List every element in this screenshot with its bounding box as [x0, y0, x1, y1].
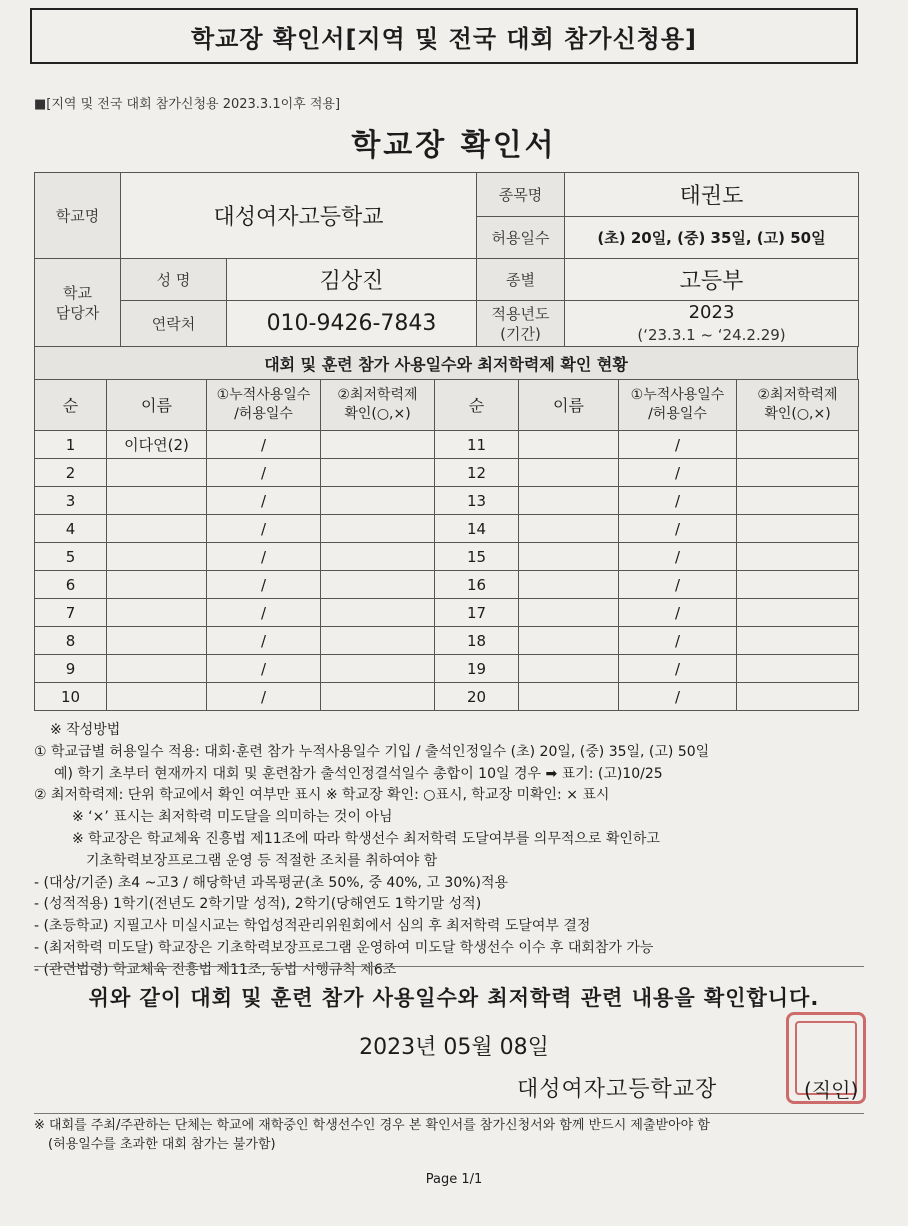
outer-title-box — [30, 8, 858, 64]
seal-note: (직인) — [804, 1078, 859, 1102]
event-label: 종목명 — [477, 173, 565, 217]
row-days: / — [619, 599, 737, 627]
row-days: / — [207, 655, 321, 683]
table-row — [35, 459, 859, 487]
note-2c: 기초학력보장프로그램 운영 등 적절한 조치를 취하여야 함 — [86, 852, 438, 869]
row-name — [107, 627, 207, 655]
school-label: 학교명 — [35, 173, 121, 259]
name-label: 성 명 — [121, 259, 227, 301]
header-days-2: ①누적사용일수 /허용일수 — [619, 380, 737, 431]
row-check — [737, 655, 859, 683]
status-table — [34, 379, 859, 711]
row-number: 20 — [435, 683, 519, 711]
row-name — [107, 487, 207, 515]
header-days: ①누적사용일수 /허용일수 — [207, 380, 321, 431]
row-number: 8 — [35, 627, 107, 655]
row-check — [737, 571, 859, 599]
detail-2: - (성적적용) 1학기(전년도 2학기말 성적), 2학기(당해연도 1학기말 성적) — [34, 896, 482, 913]
footnote — [34, 1116, 874, 1154]
row-days: / — [619, 487, 737, 515]
header-no: 순 — [35, 380, 107, 431]
row-number: 17 — [435, 599, 519, 627]
row-number: 16 — [435, 571, 519, 599]
school-name: 대성여자고등학교 — [121, 173, 477, 259]
row-days: / — [207, 683, 321, 711]
school-info-table — [34, 172, 859, 347]
row-check — [737, 459, 859, 487]
row-check — [321, 431, 435, 459]
form-label: ■[지역 및 전국 대회 참가신청용 2023.3.1이후 적용] — [34, 97, 341, 112]
issue-date: 2023년 05월 08일 — [359, 1035, 549, 1060]
row-check — [737, 543, 859, 571]
page-number: Page 1/1 — [425, 1172, 483, 1187]
row-number: 13 — [435, 487, 519, 515]
row-number: 10 — [35, 683, 107, 711]
status-header-row — [35, 380, 859, 431]
table-row — [35, 655, 859, 683]
row-days: / — [207, 431, 321, 459]
table-row — [35, 515, 859, 543]
row-name — [107, 655, 207, 683]
table-row — [35, 571, 859, 599]
row-number: 7 — [35, 599, 107, 627]
row-days: / — [619, 543, 737, 571]
row-name — [107, 683, 207, 711]
row-check — [321, 459, 435, 487]
row-days: / — [619, 627, 737, 655]
table-row — [35, 599, 859, 627]
row-days: / — [619, 683, 737, 711]
division-label: 종별 — [477, 259, 565, 301]
divider-bottom — [34, 1113, 864, 1114]
note-1-example: 예) 학기 초부터 현재까지 대회 및 훈련참가 출석인정결석일수 총합이 10일 경우 ➡ 표기: (고)10/25 — [54, 765, 663, 782]
table-row — [35, 683, 859, 711]
row-check — [321, 655, 435, 683]
row-number: 1 — [35, 431, 107, 459]
row-name — [519, 543, 619, 571]
row-number: 11 — [435, 431, 519, 459]
row-name — [107, 515, 207, 543]
row-name — [519, 487, 619, 515]
row-name — [519, 431, 619, 459]
manager-name: 김상진 — [227, 259, 477, 301]
table-row — [35, 543, 859, 571]
row-name: 이다연(2) — [107, 431, 207, 459]
contact-value: 010-9426-7843 — [227, 301, 477, 347]
detail-3: - (초등학교) 지필고사 미실시교는 학업성적관리위원회에서 심의 후 최저학력 도달여부 결정 — [34, 918, 591, 935]
note-2a: ※ ‘×’ 표시는 최저학력 미도달을 의미하는 것이 아님 — [72, 809, 393, 826]
header-no-2: 순 — [435, 380, 519, 431]
status-rows — [35, 431, 859, 711]
row-number: 5 — [35, 543, 107, 571]
row-check — [737, 431, 859, 459]
allowed-days-value: (초) 20일, (중) 35일, (고) 50일 — [565, 217, 859, 259]
row-check — [321, 543, 435, 571]
note-2b: ※ 학교장은 학교체육 진흥법 제11조에 따라 학생선수 최저학력 도달여부를 의무적으로 확인하고 — [72, 830, 660, 847]
row-name — [519, 655, 619, 683]
row-days: / — [207, 599, 321, 627]
table-row — [35, 487, 859, 515]
manager-label: 학교 담당자 — [35, 259, 121, 347]
document-title: 학교장 확인서 — [351, 128, 557, 163]
signer-name: 대성여자고등학교장 — [517, 1077, 718, 1102]
row-days: / — [619, 431, 737, 459]
row-number: 15 — [435, 543, 519, 571]
row-name — [107, 459, 207, 487]
row-name — [519, 599, 619, 627]
row-days: / — [619, 515, 737, 543]
contact-label: 연락처 — [121, 301, 227, 347]
row-check — [321, 515, 435, 543]
row-days: / — [619, 655, 737, 683]
confirmation-statement: 위와 같이 대회 및 훈련 참가 사용일수와 최저학력 관련 내용을 확인합니다. — [88, 986, 820, 1010]
row-check — [737, 599, 859, 627]
detail-1: - (대상/기준) 초4 ~고3 / 해당학년 과목평균(초 50%, 중 40%, 고 30%)적용 — [34, 874, 509, 891]
row-name — [519, 571, 619, 599]
row-name — [519, 627, 619, 655]
row-number: 3 — [35, 487, 107, 515]
period-value: (‘23.3.1 ~ ‘24.2.29) — [637, 325, 786, 344]
division-value: 고등부 — [565, 259, 859, 301]
detail-5: - (관련법령) 학교체육 진흥법 제11조, 동법 시행규칙 제6조 — [34, 961, 397, 978]
row-check — [321, 627, 435, 655]
row-number: 2 — [35, 459, 107, 487]
row-name — [519, 515, 619, 543]
row-check — [737, 683, 859, 711]
row-check — [737, 515, 859, 543]
year-value: 2023 — [688, 301, 735, 323]
header-name: 이름 — [107, 380, 207, 431]
row-check — [737, 487, 859, 515]
row-days: / — [207, 571, 321, 599]
table-row — [35, 627, 859, 655]
notes-heading: ※ 작성방법 — [50, 722, 121, 738]
row-name — [519, 683, 619, 711]
row-number: 9 — [35, 655, 107, 683]
row-check — [321, 683, 435, 711]
row-number: 4 — [35, 515, 107, 543]
outer-title: 학교장 확인서[지역 및 전국 대회 참가신청용] — [190, 24, 698, 53]
row-days: / — [619, 459, 737, 487]
event-value: 태권도 — [565, 173, 859, 217]
row-check — [321, 487, 435, 515]
row-number: 6 — [35, 571, 107, 599]
detail-4: - (최저학력 미도달) 학교장은 기초학력보장프로그램 운영하여 미도달 학생선수 이수 후 대회참가 가능 — [34, 939, 654, 956]
allowed-days-label: 허용일수 — [477, 217, 565, 259]
writing-notes — [34, 720, 874, 982]
row-days: / — [619, 571, 737, 599]
row-name — [519, 459, 619, 487]
note-1: ① 학교급별 허용일수 적용: 대회·훈련 참가 누적사용일수 기입 / 출석인정일수 (초) 20일, (중) 35일, (고) 50일 — [34, 743, 710, 760]
row-check — [321, 571, 435, 599]
row-number: 14 — [435, 515, 519, 543]
status-title: 대회 및 훈련 참가 사용일수와 최저학력제 확인 현황 — [34, 346, 858, 380]
row-number: 19 — [435, 655, 519, 683]
row-number: 12 — [435, 459, 519, 487]
row-number: 18 — [435, 627, 519, 655]
period-label: 적용년도 (기간) — [477, 301, 565, 347]
footnote-line-1: ※ 대회를 주최/주관하는 단체는 학교에 재학중인 학생선수인 경우 본 확인서를 참가신청서와 함께 반드시 제출받아야 함 — [34, 1118, 710, 1133]
divider-top — [34, 966, 864, 967]
note-2: ② 최저학력제: 단위 학교에서 확인 여부만 표시 ※ 학교장 확인: ○표시, 학교장 미확인: × 표시 — [34, 787, 610, 804]
header-min-academic-2: ②최저학력제 확인(○,×) — [737, 380, 859, 431]
table-row — [35, 431, 859, 459]
row-check — [737, 627, 859, 655]
row-days: / — [207, 543, 321, 571]
row-days: / — [207, 459, 321, 487]
header-name-2: 이름 — [519, 380, 619, 431]
row-days: / — [207, 487, 321, 515]
row-name — [107, 571, 207, 599]
row-name — [107, 543, 207, 571]
row-days: / — [207, 515, 321, 543]
row-check — [321, 599, 435, 627]
row-days: / — [207, 627, 321, 655]
footnote-line-2: (허용일수를 초과한 대회 참가는 불가함) — [48, 1137, 276, 1152]
row-name — [107, 599, 207, 627]
header-min-academic: ②최저학력제 확인(○,×) — [321, 380, 435, 431]
